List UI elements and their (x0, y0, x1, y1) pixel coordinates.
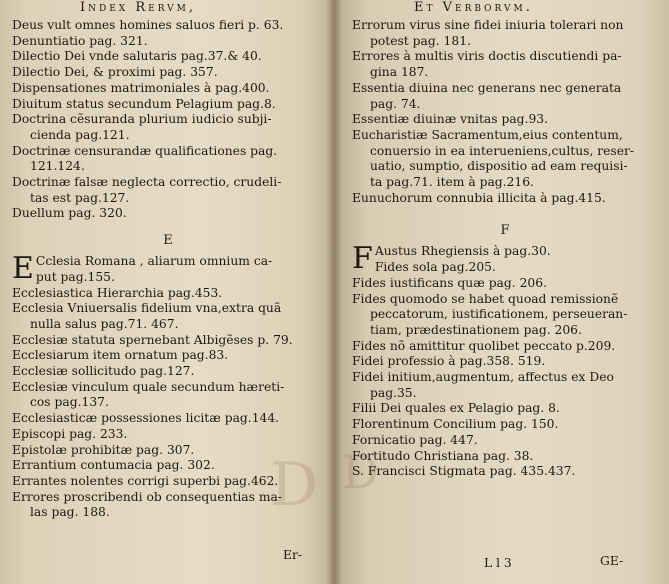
index-entry: Ecclesiasticæ possessiones licitæ pag.144. (12, 411, 280, 426)
entry-text: Austus Rhegiensis à pag.30. (374, 244, 551, 259)
right-running-header: Et Verborvm. (414, 0, 533, 15)
index-entry: Fornicatio pag. 447. (352, 432, 478, 447)
drop-cap-e: E (12, 251, 34, 287)
index-entry: conuersio in ea interueniens,cultus, reser- (370, 143, 635, 158)
index-entry: uatio, sumptio, dispositio ad eam requisi- (370, 159, 628, 174)
left-d-entries (12, 18, 324, 222)
index-entry: S. Francisci Stigmata pag. 435.437. (352, 464, 576, 479)
index-entry: Ecclesiastica Hierarchia pag.453. (12, 285, 223, 300)
index-entry: Fides sola pag.205. (374, 260, 496, 275)
index-entry: Episcopi pag. 233. (12, 426, 128, 441)
index-entry: Fides quomodo se habet quoad remissionẽ (352, 291, 619, 306)
index-entry: ta pag.71. item à pag.216. (370, 175, 534, 190)
section-letter-f: F (500, 223, 510, 239)
index-entry: Errantes nolentes corrigi superbi pag.462. (12, 473, 279, 488)
index-entry: Essentiæ diuinæ vnitas pag.93. (352, 112, 549, 127)
index-entry: Errorum virus sine fidei iniuria tolerari non (352, 18, 624, 32)
index-entry: Ecclesia Vniuersalis fidelium vna,extra quã (12, 301, 282, 316)
index-entry: cienda pag.121. (30, 127, 130, 142)
index-entry: peccatorum, iustificationem, perseueran- (370, 307, 628, 322)
index-entry: Dilectio Dei, & proximi pag. 357. (12, 65, 218, 80)
index-entry: 121.124. (30, 159, 85, 174)
index-entry: Ecclesiæ statuta spernebant Albigẽses p. 79. (12, 332, 293, 347)
index-entry: Fidei initium,augmentum, affectus ex Deo (352, 370, 614, 385)
signature-mark: L l 3 (484, 556, 512, 570)
left-e-entries (12, 270, 324, 521)
index-entry: Fides iustificans quæ pag. 206. (352, 275, 547, 290)
left-entry-list (12, 18, 324, 521)
index-entry: Errantium contumacia pag. 302. (12, 458, 215, 473)
entry-text: Cclesia Romana , aliarum omnium ca- (35, 254, 273, 269)
index-entry: Essentia diuina nec generans nec generata (352, 80, 622, 95)
index-entry: Ecclesiæ vinculum quale secundum hæreti- (12, 379, 285, 394)
index-entry: Denuntiatio pag. 321. (12, 33, 148, 48)
left-running-header: Index Rervm, (80, 0, 196, 15)
bleed-through-letter: D (342, 445, 379, 499)
index-entry: Dilectio Dei vnde salutaris pag.37.& 40. (12, 49, 262, 64)
index-entry: Filii Dei quales ex Pelagio pag. 8. (352, 401, 560, 416)
index-entry: tiam, prædestinationem pag. 206. (370, 322, 582, 337)
index-entry: Ecclesiæ sollicitudo pag.127. (12, 364, 195, 379)
index-entry: Florentinum Concilium pag. 150. (352, 417, 559, 432)
index-entry: Fortitudo Christiana pag. 38. (352, 448, 534, 463)
index-entry: Eunuchorum connubia illicita à pag.415. (352, 190, 606, 205)
index-entry: tas est pag.127. (30, 190, 130, 205)
bleed-through-letter: D (270, 450, 319, 520)
drop-cap-f: F (352, 241, 373, 277)
index-entry: Duellum pag. 320. (12, 206, 127, 221)
index-entry: Epistolæ prohibitæ pag. 307. (12, 442, 195, 457)
index-entry: Errores proscribendi ob consequentias ma- (12, 489, 282, 504)
index-entry: Diuitum status secundum Pelagium pag.8. (12, 96, 276, 111)
index-entry: nulla salus pag.71. 467. (30, 316, 179, 331)
index-entry: Fidei professio à pag.358. 519. (352, 354, 546, 369)
index-entry: put pag.155. (35, 269, 115, 284)
index-entry: potest pag. 181. (370, 33, 471, 48)
left-page (0, 0, 334, 584)
index-entry: Errores à multis viris doctis discutiendi pa- (352, 49, 622, 64)
index-entry: Ecclesiarum item ornatum pag.83. (12, 348, 229, 363)
index-entry: cos pag.137. (30, 395, 109, 410)
index-entry: Deus vult omnes homines saluos fieri p. 63. (12, 18, 284, 32)
book-gutter (326, 0, 342, 584)
right-entry-list (352, 18, 658, 480)
right-page (334, 0, 669, 584)
index-entry: pag.35. (370, 385, 417, 400)
index-entry: Eucharistiæ Sacramentum,eius contentum, (352, 127, 623, 142)
index-entry: Doctrinæ falsæ neglecta correctio, crudeli- (12, 175, 282, 190)
right-catchword: GE- (600, 554, 624, 568)
index-entry: pag. 74. (370, 96, 421, 111)
index-entry: Dispensationes matrimoniales à pag.400. (12, 80, 270, 95)
right-e-entries (352, 18, 658, 206)
index-entry: Fides nõ amittitur quolibet peccato p.209. (352, 338, 616, 353)
left-catchword: Er- (283, 548, 303, 562)
index-entry: Doctrina cẽsuranda plurium iudicio subji- (12, 112, 272, 127)
index-entry: las pag. 188. (30, 505, 110, 520)
index-entry: gina 187. (370, 65, 429, 80)
index-entry: Doctrinæ censurandæ qualificationes pag. (12, 143, 278, 158)
section-letter-e: E (163, 233, 173, 249)
right-f-entries (352, 260, 658, 480)
